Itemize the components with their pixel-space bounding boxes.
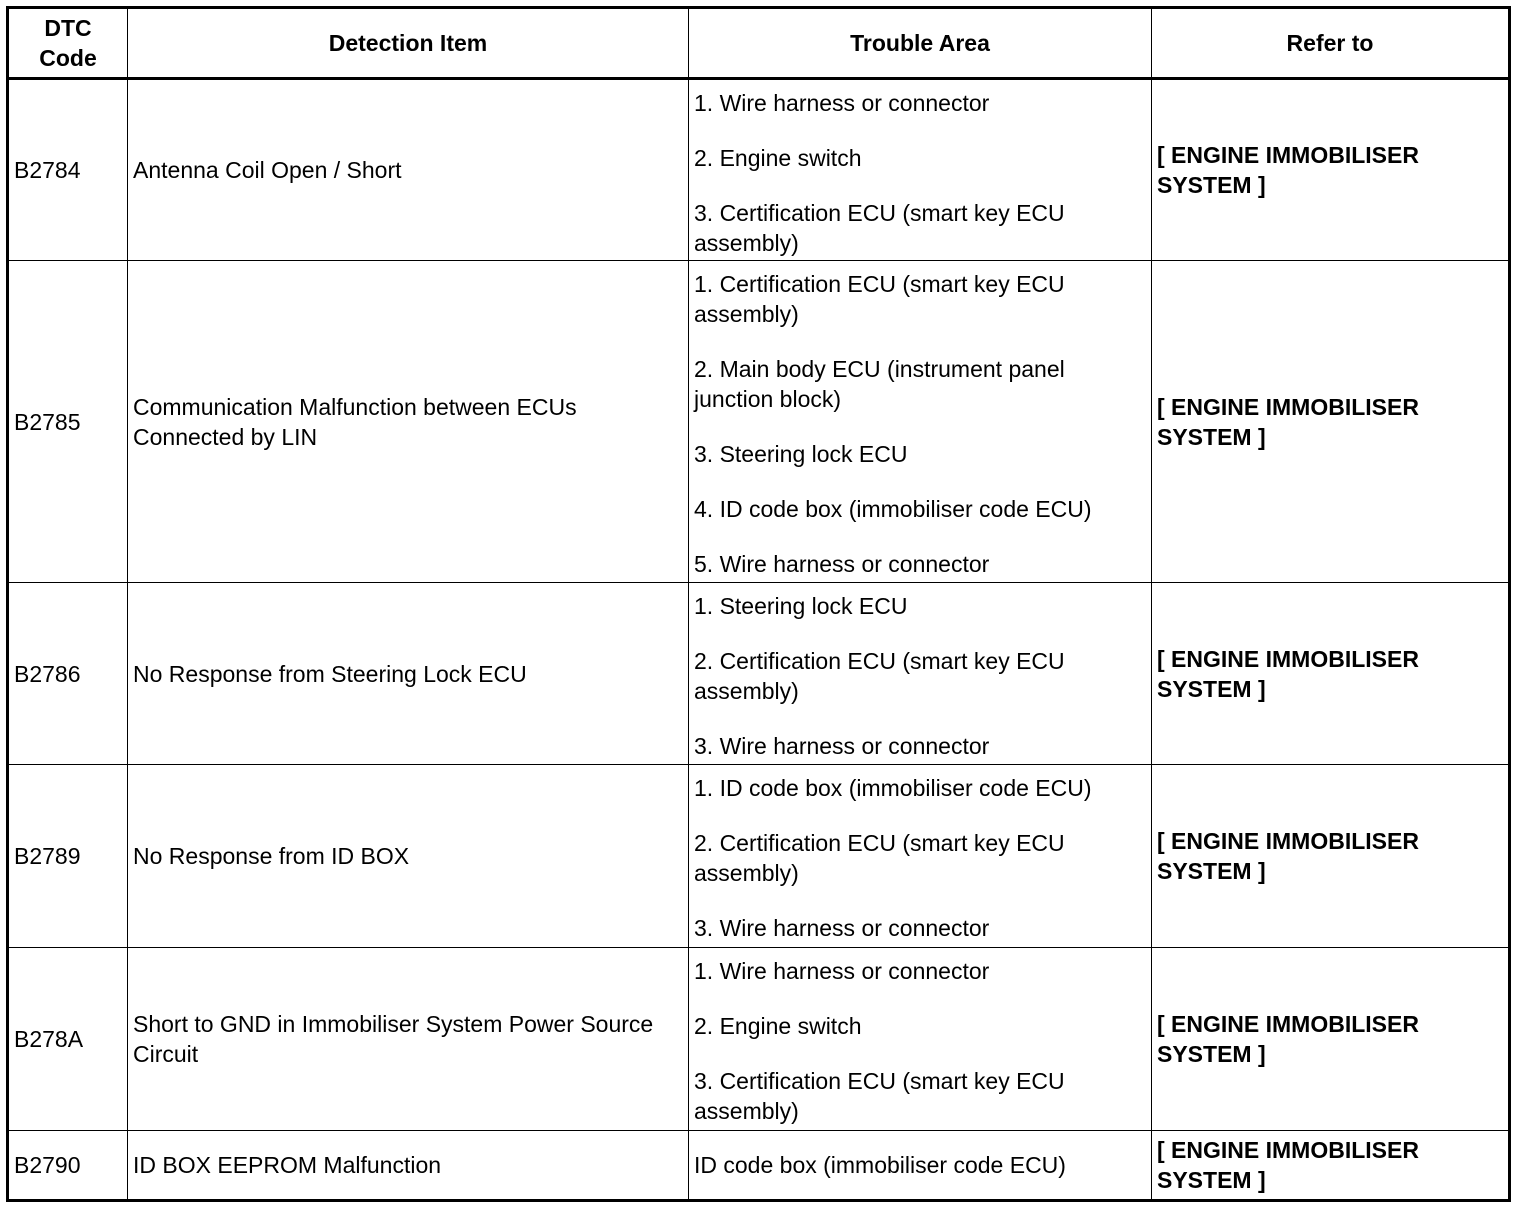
- header-refer-to: Refer to: [1152, 8, 1510, 79]
- table-body: [8, 79, 1510, 1201]
- detection-item-cell: ID BOX EEPROM Malfunction: [128, 1131, 689, 1201]
- trouble-area-cell: [689, 261, 1152, 583]
- dtc-code-cell: B2789: [8, 765, 128, 948]
- trouble-area-cell: [689, 583, 1152, 765]
- table-row: [8, 79, 1510, 261]
- trouble-area-cell: [689, 765, 1152, 948]
- trouble-area-item: 2. Engine switch: [694, 145, 862, 171]
- refer-to-cell: [ ENGINE IMMOBILISER SYSTEM ]: [1152, 261, 1510, 583]
- trouble-area-item: 2. Engine switch: [694, 1013, 862, 1039]
- header-row: [8, 8, 1510, 79]
- refer-to-cell: [ ENGINE IMMOBILISER SYSTEM ]: [1152, 765, 1510, 948]
- trouble-area-item: 4. ID code box (immobiliser code ECU): [694, 496, 1092, 522]
- detection-item-cell: No Response from ID BOX: [128, 765, 689, 948]
- trouble-area-item: 1. Wire harness or connector: [694, 958, 990, 984]
- trouble-area-cell: [689, 948, 1152, 1131]
- refer-to-cell: [ ENGINE IMMOBILISER SYSTEM ]: [1152, 583, 1510, 765]
- trouble-area-item: 2. Main body ECU (instrument panel junction block): [694, 356, 1065, 412]
- trouble-area-item: 1. Wire harness or connector: [694, 90, 990, 116]
- table-row: [8, 583, 1510, 765]
- header-trouble-area: Trouble Area: [689, 8, 1152, 79]
- table-header: [8, 8, 1510, 79]
- refer-to-cell: [ ENGINE IMMOBILISER SYSTEM ]: [1152, 948, 1510, 1131]
- trouble-area-item: ID code box (immobiliser code ECU): [694, 1152, 1066, 1178]
- dtc-table: [6, 6, 1511, 1202]
- trouble-area-item: 3. Certification ECU (smart key ECU assembly): [694, 1068, 1065, 1124]
- refer-to-cell: [ ENGINE IMMOBILISER SYSTEM ]: [1152, 79, 1510, 261]
- table-row: [8, 261, 1510, 583]
- trouble-area-item: 3. Steering lock ECU: [694, 441, 908, 467]
- detection-item-cell: Communication Malfunction between ECUs Connected by LIN: [128, 261, 689, 583]
- detection-item-cell: No Response from Steering Lock ECU: [128, 583, 689, 765]
- trouble-area-item: 2. Certification ECU (smart key ECU assembly): [694, 648, 1065, 704]
- trouble-area-item: 1. Steering lock ECU: [694, 593, 908, 619]
- table-row: [8, 765, 1510, 948]
- refer-to-cell: [ ENGINE IMMOBILISER SYSTEM ]: [1152, 1131, 1510, 1201]
- trouble-area-cell: [689, 1131, 1152, 1201]
- dtc-code-cell: B2784: [8, 79, 128, 261]
- dtc-code-cell: B2786: [8, 583, 128, 765]
- trouble-area-item: 3. Wire harness or connector: [694, 915, 990, 941]
- trouble-area-cell: [689, 79, 1152, 261]
- dtc-code-cell: B278A: [8, 948, 128, 1131]
- trouble-area-item: 3. Certification ECU (smart key ECU assembly): [694, 200, 1065, 256]
- trouble-area-item: 1. ID code box (immobiliser code ECU): [694, 775, 1092, 801]
- header-detection-item: Detection Item: [128, 8, 689, 79]
- trouble-area-item: 3. Wire harness or connector: [694, 733, 990, 759]
- detection-item-cell: Antenna Coil Open / Short: [128, 79, 689, 261]
- trouble-area-item: 2. Certification ECU (smart key ECU assembly): [694, 830, 1065, 886]
- detection-item-cell: Short to GND in Immobiliser System Power Source Circuit: [128, 948, 689, 1131]
- table-row: [8, 1131, 1510, 1201]
- dtc-code-cell: B2790: [8, 1131, 128, 1201]
- header-dtc-code: DTC Code: [8, 8, 128, 79]
- trouble-area-item: 5. Wire harness or connector: [694, 551, 990, 577]
- trouble-area-item: 1. Certification ECU (smart key ECU assembly): [694, 271, 1065, 327]
- table-row: [8, 948, 1510, 1131]
- dtc-code-cell: B2785: [8, 261, 128, 583]
